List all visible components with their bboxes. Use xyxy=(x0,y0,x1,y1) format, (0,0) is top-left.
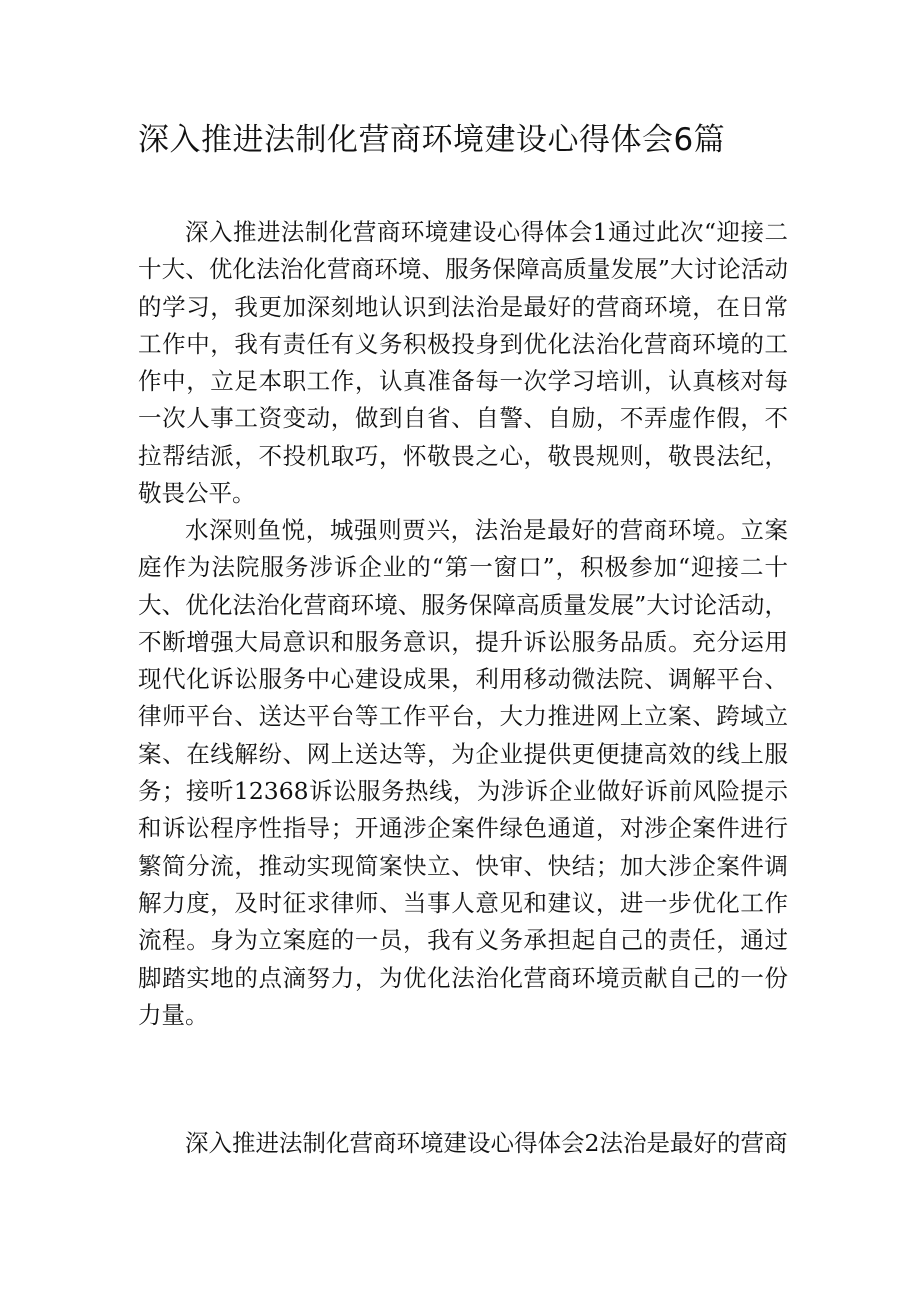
paragraph-3: 深入推进法制化营商环境建设心得体会2法治是最好的营商 xyxy=(185,1129,788,1157)
paragraph-1: 深入推进法制化营商环境建设心得体会1通过此次“迎接二十大、优化法治化营商环境、服务保障高质量发展”大讨论活动的学习，我更加深刻地认识到法治是最好的营商环境，在日常工作中，我有责任有义务积极投身到优化法治化营商环境的工作中，立足本职工作，认真准备每一次学习培训，认真核对每一次人事工资变动，做到自省、自警、自励，不弄虚作假，不拉帮结派，不投机取巧，怀敬畏之心，敬畏规则，敬畏法纪，敬畏公平。 xyxy=(138,218,788,508)
document-body-part-1 xyxy=(138,214,788,512)
document-body-part-3 xyxy=(138,1125,788,1162)
document-body-part-2 xyxy=(138,512,788,1034)
paragraph-2: 水深则鱼悦，城强则贾兴，法治是最好的营商环境。立案庭作为法院服务涉诉企业的“第一窗口”，积极参加“迎接二十大、优化法治化营商环境、服务保障高质量发展”大讨论活动，不断增强大局意识和服务意识，提升诉讼服务品质。充分运用现代化诉讼服务中心建设成果，利用移动微法院、调解平台、律师平台、送达平台等工作平台，大力推进网上立案、跨域立案、在线解纷、网上送达等，为企业提供更便捷高效的线上服务；接听12368诉讼服务热线，为涉诉企业做好诉前风险提示和诉讼程序性指导；开通涉企案件绿色通道，对涉企案件进行繁简分流，推动实现简案快立、快审、快结；加大涉企案件调解力度，及时征求律师、当事人意见和建议，进一步优化工作流程。身为立案庭的一员，我有义务承担起自己的责任，通过脚踏实地的点滴努力，为优化法治化营商环境贡献自己的一份力量。 xyxy=(138,516,788,1029)
document-title: 深入推进法制化营商环境建设心得体会6篇 xyxy=(138,122,726,158)
